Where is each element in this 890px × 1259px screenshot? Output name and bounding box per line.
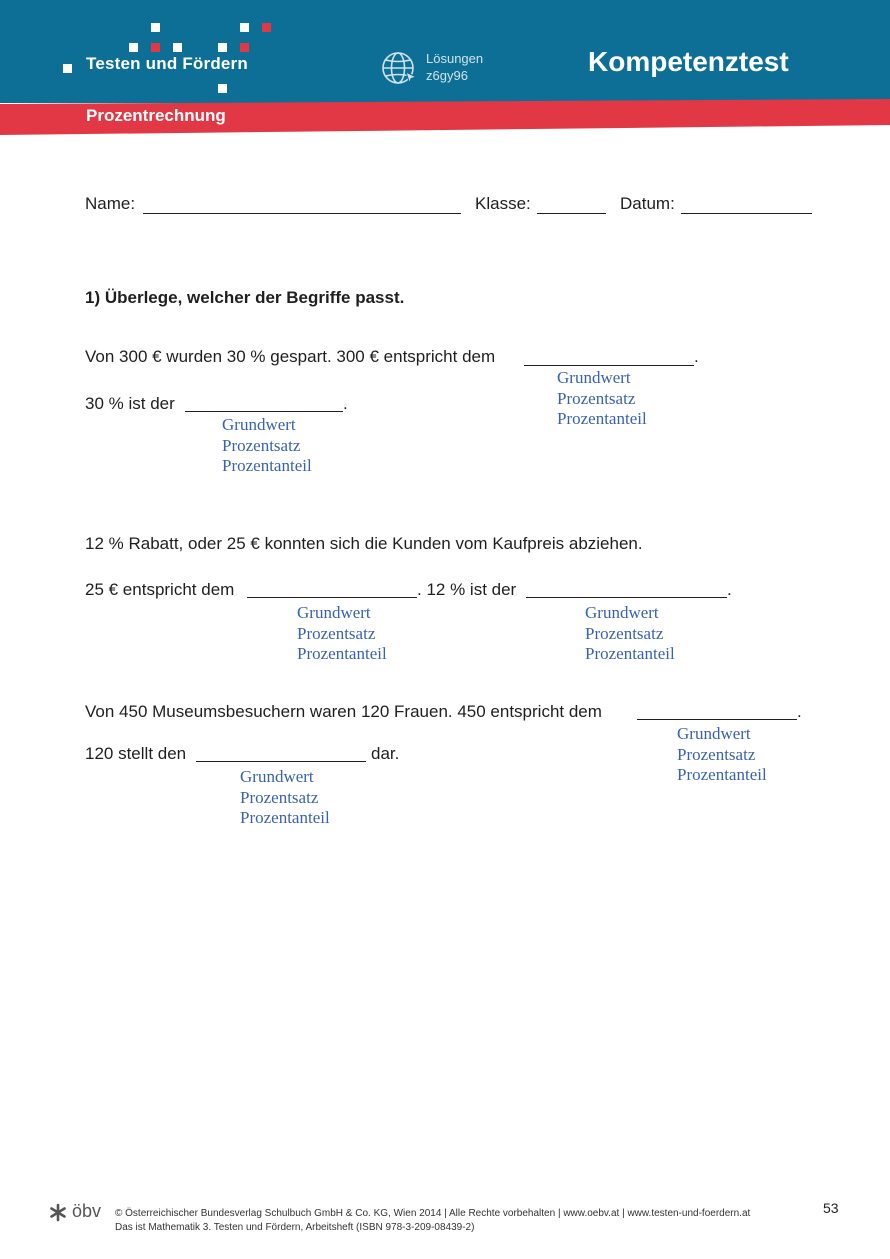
option-prozentanteil[interactable]: Prozentanteil — [585, 644, 675, 664]
option-list — [240, 767, 330, 829]
option-grundwert[interactable]: Grundwert — [240, 767, 314, 786]
option-grundwert[interactable]: Grundwert — [557, 368, 631, 387]
option-prozentsatz[interactable]: Prozentsatz — [557, 388, 636, 408]
sentence-3-line-2a: 120 stellt den — [85, 744, 187, 763]
period: . — [727, 580, 732, 599]
sentence-3-line-1: Von 450 Museumsbesuchern waren 120 Frauen. 450 entspricht dem — [85, 702, 602, 721]
isbn-line: Das ist Mathematik 3. Testen und Fördern, Arbeitsheft (ISBN 978-3-209-08439-2) — [115, 1222, 475, 1233]
option-prozentanteil[interactable]: Prozentanteil — [297, 644, 387, 664]
task-title: 1) Überlege, welcher der Begriffe passt. — [85, 288, 405, 307]
option-prozentsatz[interactable]: Prozentsatz — [677, 744, 756, 764]
option-list — [677, 724, 767, 786]
name-field[interactable] — [143, 213, 461, 214]
sentence-2-line-1: 12 % Rabatt, oder 25 € konnten sich die Kunden vom Kaufpreis abziehen. — [85, 534, 643, 553]
name-label: Name: — [85, 194, 136, 213]
publisher-wordmark: öbv — [72, 1201, 102, 1221]
option-grundwert[interactable]: Grundwert — [222, 415, 296, 434]
option-grundwert[interactable]: Grundwert — [585, 603, 659, 622]
solutions-code: z6gy96 — [426, 68, 468, 83]
option-prozentanteil[interactable]: Prozentanteil — [677, 765, 767, 785]
sentence-1-line-2: 30 % ist der — [85, 394, 175, 413]
answer-blank-1b[interactable] — [185, 411, 343, 412]
answer-blank-1a[interactable] — [524, 365, 694, 366]
sentence-1-line-1: Von 300 € wurden 30 % gespart. 300 € entspricht dem — [85, 347, 496, 366]
option-prozentsatz[interactable]: Prozentsatz — [297, 623, 376, 643]
solutions-label: Lösungen — [426, 51, 484, 66]
page-number: 53 — [823, 1200, 839, 1216]
option-list — [297, 603, 387, 665]
sentence-2-line-2b: . 12 % ist der — [417, 580, 517, 599]
option-list — [585, 603, 675, 665]
option-prozentanteil[interactable]: Prozentanteil — [557, 409, 647, 429]
publisher-logo — [50, 1202, 120, 1224]
class-field[interactable] — [537, 213, 606, 214]
globe-icon[interactable] — [381, 50, 418, 87]
answer-blank-2a[interactable] — [247, 597, 417, 598]
option-prozentsatz[interactable]: Prozentsatz — [585, 623, 664, 643]
option-list — [557, 368, 647, 430]
option-grundwert[interactable]: Grundwert — [677, 724, 751, 743]
option-prozentanteil[interactable]: Prozentanteil — [222, 456, 312, 476]
answer-blank-3a[interactable] — [637, 719, 797, 720]
brand-name: Testen und Fördern — [86, 54, 248, 73]
class-label: Klasse: — [475, 194, 531, 213]
sentence-3-line-2b: dar. — [371, 744, 400, 763]
copyright-line: © Österreichischer Bundesverlag Schulbuch GmbH & Co. KG, Wien 2014 | Alle Rechte vorbehalten | www.oebv.at | www.testen-und-foerdern.at — [115, 1208, 751, 1219]
option-grundwert[interactable]: Grundwert — [297, 603, 371, 622]
period: . — [797, 702, 802, 721]
option-prozentsatz[interactable]: Prozentsatz — [222, 435, 301, 455]
date-label: Datum: — [620, 194, 675, 213]
period: . — [694, 347, 699, 366]
answer-blank-3b[interactable] — [196, 761, 366, 762]
option-prozentanteil[interactable]: Prozentanteil — [240, 808, 330, 828]
option-list — [222, 415, 312, 477]
option-prozentsatz[interactable]: Prozentsatz — [240, 787, 319, 807]
answer-blank-2b[interactable] — [526, 597, 727, 598]
page-title: Kompetenztest — [588, 46, 789, 77]
period: . — [343, 394, 348, 413]
topic-label: Prozentrechnung — [86, 106, 226, 125]
sentence-2-line-2a: 25 € entspricht dem — [85, 580, 235, 599]
date-field[interactable] — [681, 213, 812, 214]
